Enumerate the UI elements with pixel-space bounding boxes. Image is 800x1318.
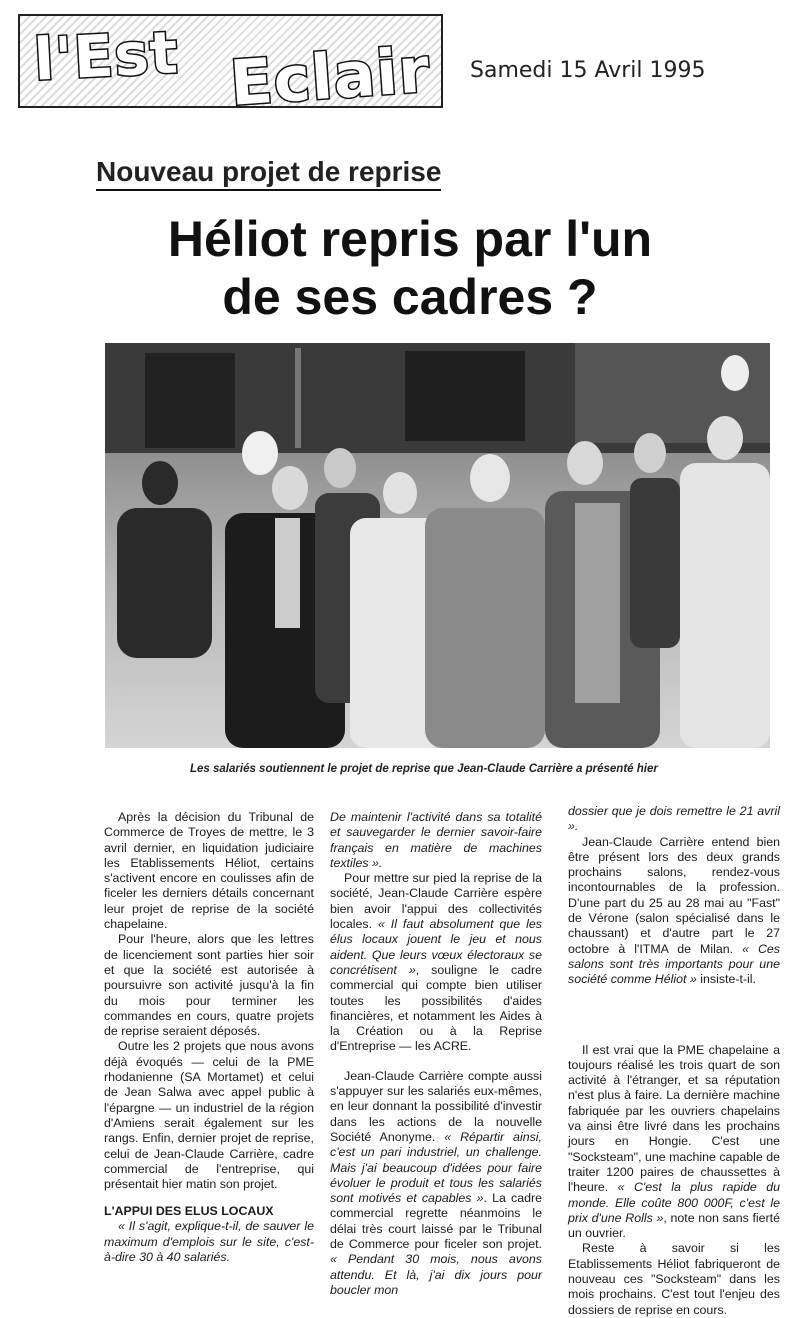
text-span: Pour mettre sur pied la reprise de la société, Jean-Claude Carrière espère bien avoir l'appui des collectivités locales. [330,871,542,932]
paragraph: Outre les 2 projets que nous avons déjà évoqués — celui de la PME rhodanienne (SA Mortamet) et celui de Jean Salwa avec appel public à l'épargne — un industriel de la région d'Amiens serait également sur les rangs. Enfin, dernier projet de reprise, celui de Jean-Claude Carrière, cadre commercial de l'entreprise, qui présentait hier matin son projet. [104,1039,314,1192]
text-span: . La cadre commercial regrette néanmoins le délai très court laissé par le Tribunal de Commerce pour ficeler son projet. [330,1191,542,1252]
article-column-1 [104,810,314,1265]
paragraph: Après la décision du Tribunal de Commerce de Troyes de mettre, le 3 avril dernier, en liquidation judiciaire les Etablissements Héliot, certains s'activent encore en coulisses afin de ficeler les derniers détails concernant leur projet de reprise de la société chapelaine. [104,810,314,932]
text-span: , note non sans fierté un ouvrier. [568,1210,780,1241]
quote: « Ces salons sont très importants pour une société comme Héliot » [568,941,780,987]
paragraph: « Il s'agit, explique-t-il, de sauver le maximum d'emplois sur le site, c'est-à-dire 30 à 40 salariés. [104,1219,314,1265]
paragraph [568,1043,780,1242]
headline-line-2: de ses cadres ? [222,269,598,325]
text-span: insiste-t-il. [696,972,756,987]
article-kicker: Nouveau projet de reprise [96,156,441,191]
paragraph [568,835,780,988]
article-column-3 [568,804,780,1318]
quote: « C'est la plus rapide du monde. Elle coûte 800 000F, c'est le prix d'une Rolls » [568,1180,780,1225]
paragraph [330,871,542,1055]
text-span: Il est vrai que la PME chapelaine a toujours réalisé les trois quart de son activité à l'étranger, et sa réputation n'est plus à faire. La dernière machine fabriquée par les ouvriers chapelains va ainsi être livré dans les prochains jours en Hongie. C'est une "Socksteam", une machine capable de traiter 1200 paires de chaussettes à l'heure. [568,1042,780,1195]
article-headline [100,210,720,326]
photo-caption: Les salariés soutiennent le projet de reprise que Jean-Claude Carrière a présenté hier [190,763,658,775]
issue-date: Samedi 15 Avril 1995 [470,58,706,83]
article-column-2 [330,810,542,1298]
logo-word-eclair: Eclair [227,33,433,120]
paragraph [330,1069,542,1298]
quote: « Répartir ainsi, c'est un pari industriel, un challenge. Mais j'ai beaucoup d'idées pour faire évoluer le produit et tous les salariés sont motivés et capables » [330,1129,542,1206]
newspaper-logo [18,14,443,120]
paragraph: De maintenir l'activité dans sa totalité et sauvegarder le dernier savoir-faire français en matière de machines textiles ». [330,810,542,870]
section-subhead: L'APPUI DES ELUS LOCAUX [104,1204,274,1219]
paragraph: Pour l'heure, alors que les lettres de licenciement sont parties hier soir et que la société est autorisée à poursuivre son activité jusqu'à la fin du mois pour terminer les commandes en cours, quatre projets de reprise seraient déposés. [104,932,314,1039]
article-photo [105,343,770,748]
text-span: , souligne le cadre commercial qui compte bien utiliser toutes les possibilités d'aides financières, et notamment les Aides à la Création ou à la Reprise d'Entreprise — les ACRE. [330,962,542,1054]
headline-line-1: Héliot repris par l'un [167,211,653,267]
paragraph: dossier que je dois remettre le 21 avril ». [568,804,780,834]
logo-word-lest: l'Est [32,18,181,94]
text-span: Jean-Claude Carrière compte aussi s'appuyer sur les salariés eux-mêmes, en leur donnant la possibilité d'investir dans les actions de la nouvelle Société Anonyme. [330,1068,542,1144]
quote: « Il faut absolument que les élus locaux jouent le jeu et nous aident. Que leurs vœux électoraux se concrétisent » [330,917,542,977]
photo-illustration [105,343,770,748]
text-span: Jean-Claude Carrière entend bien être présent lors des deux grands prochains salons, rendez-vous incontournables de la profession. D'une part du 25 au 28 mai au "Fast" de Vérone (salon spécialisé dans le chaussant) et d'autre part le 27 octobre à l'ITMA de Milan. [568,834,780,956]
quote: « Pendant 30 mois, nous avons attendu. Et là, j'ai dix jours pour boucler mon [330,1252,542,1297]
paragraph: Reste à savoir si les Etablissements Héliot fabriqueront de nouveau ces "Socksteam" dans les mois prochains. C'est tout l'enjeu des dossiers de reprise en cours. [568,1241,780,1317]
